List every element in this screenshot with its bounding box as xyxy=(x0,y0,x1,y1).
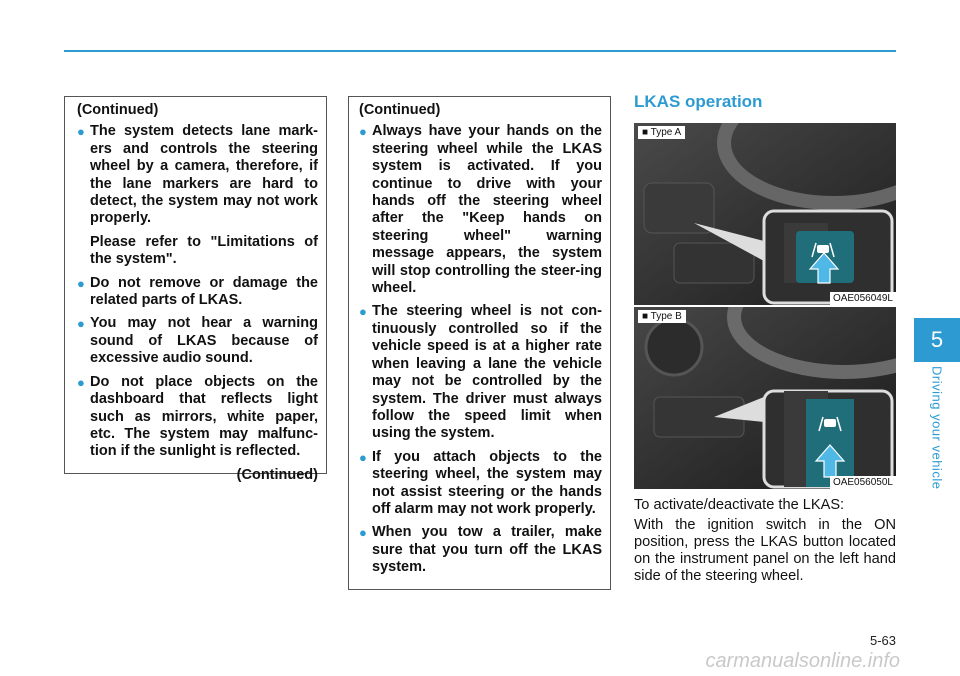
chapter-title-text: Driving your vehicle xyxy=(929,366,945,490)
list-item: ● When you tow a trailer, make sure that you turn off the LKAS system. xyxy=(359,524,602,576)
mid-box-header: (Continued) xyxy=(359,102,441,118)
list-item: ● The steering wheel is not con-tinuously controlled so if the vehicle speed is at a higher rate when leaving a lane the vehicle may not be controlled by the system. The driver must always follow the speed limit when using the system. xyxy=(359,303,602,442)
list-item: ● Do not remove or damage the related parts of LKAS. xyxy=(77,274,318,309)
bullet-icon: ● xyxy=(359,449,367,465)
dashboard-photo-b xyxy=(634,307,896,489)
chapter-title xyxy=(914,362,960,502)
figure-type-a xyxy=(634,123,896,305)
figure-type-b xyxy=(634,307,896,489)
left-box-footer: (Continued) xyxy=(236,466,318,483)
type-b-label: ■ Type B xyxy=(638,310,686,323)
left-box-header: (Continued) xyxy=(77,102,159,118)
list-item: ● Do not place objects on the dashboard that reflects light such as mirrors, white paper, etc. The system may malfunc-tion if the sunlight is reflected. xyxy=(77,373,318,460)
type-a-label: ■ Type A xyxy=(638,126,685,139)
watermark: carmanualsonline.info xyxy=(705,650,900,672)
list-item: ● You may not hear a warning sound of LKAS because of excessive audio sound. xyxy=(77,315,318,367)
body-paragraph-1: To activate/deactivate the LKAS: xyxy=(634,497,845,513)
bullet-icon: ● xyxy=(77,124,85,140)
sub-note: Please refer to "Limitations of the system". xyxy=(90,233,318,268)
page-number: 5-63 xyxy=(869,633,896,648)
bullet-icon: ● xyxy=(77,316,85,332)
body-paragraph-2: With the ignition switch in the ON position, press the LKAS button located on the instrument panel on the left hand side of the steering wheel. xyxy=(634,517,896,584)
middle-warning-box xyxy=(348,96,611,590)
bullet-icon: ● xyxy=(77,374,85,390)
dashboard-photo-a xyxy=(634,123,896,305)
list-item: ● The system detects lane mark-ers and controls the steering wheel by a camera, therefore, if the lane markers are hard to detect, the system may not work properly. xyxy=(77,123,318,227)
bullet-icon: ● xyxy=(359,525,367,541)
bullet-icon: ● xyxy=(359,304,367,320)
list-item: ● Always have your hands on the steering wheel while the LKAS system is activated. If you continue to drive with your hands off the steering wheel after the "Keep hands on steering wheel" warning message appears, the system will stop controlling the steer-ing wheel. xyxy=(359,123,602,297)
figure-a-code: OAE056049L xyxy=(830,292,896,305)
bullet-icon: ● xyxy=(359,124,367,140)
figure-b-code: OAE056050L xyxy=(830,476,896,489)
top-rule xyxy=(64,50,896,52)
chapter-number-tab: 5 xyxy=(914,318,960,362)
section-title: LKAS operation xyxy=(634,92,763,111)
bullet-icon: ● xyxy=(77,275,85,291)
list-item: ● If you attach objects to the steering wheel, the system may not assist steering or the hands off alarm may not work properly. xyxy=(359,448,602,517)
left-warning-box xyxy=(64,96,327,483)
